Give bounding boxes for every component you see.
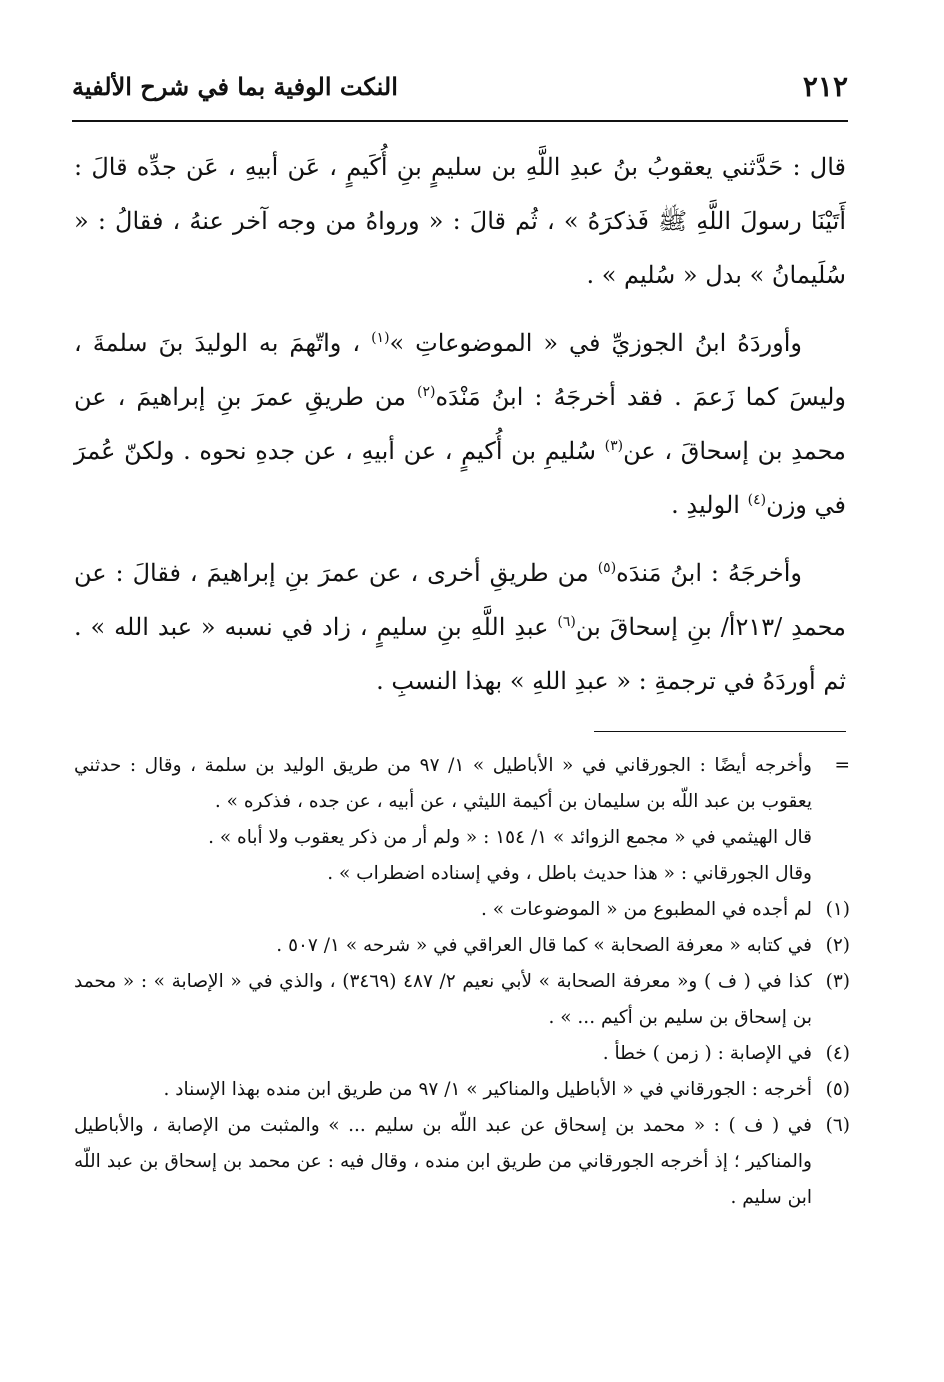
- footnote-marker: (١): [825, 899, 850, 920]
- footnote-1: [74, 892, 850, 928]
- footnote-marker: (٥): [825, 1079, 850, 1100]
- footnote-text: كذا في ( ف ) و« معرفة الصحابة » لأبي نعيم ٢/ ٤٨٧ (٣٤٦٩) ، والذي في « الإصابة » : « محمد بن إسحاق بن سليم بن أكيم ... » .: [74, 971, 812, 1028]
- page-header: [72, 66, 848, 112]
- footnote-ref-5: (٥): [597, 560, 617, 576]
- footnote-continued-line-3: وقال الجورقاني : « هذا حديث باطل ، وفي إسناده اضطراب » .: [327, 863, 812, 884]
- paragraph-2-part-c: من طريقِ عمرَ بنِ إبراهيمَ ، عن محمدِ بن إسحاقَ ، عن: [74, 383, 846, 465]
- paragraph-3-part-c: عبدِ اللَّهِ بنِ سليمٍ ، زاد في نسبه « عبد الله » . ثم أوردَهُ في ترجمةِ : « عبدِ اللهِ » بهذا النسبِ .: [74, 613, 846, 695]
- footnote-text: في الإصابة : ( زمن ) خطأ .: [602, 1043, 812, 1064]
- footnote-marker: (٢): [825, 935, 850, 956]
- footnote-2: [74, 928, 850, 964]
- footnote-text: لم أجده في المطبوع من « الموضوعات » .: [481, 899, 812, 920]
- footnote-marker: (٣): [825, 971, 850, 992]
- footnote-4: [74, 1036, 850, 1072]
- paragraph-2-part-a: وأوردَهُ ابنُ الجوزيِّ في « الموضوعاتِ »: [389, 329, 802, 357]
- footnote-ref-2: (٢): [417, 384, 436, 400]
- footnote-text: في كتابه « معرفة الصحابة » كما قال العراقي في « شرحه » ١/ ٥٠٧ .: [276, 935, 812, 956]
- header-rule: [72, 120, 848, 122]
- footnote-continued: [74, 748, 850, 820]
- paragraph-2-part-e: الوليدِ .: [671, 491, 740, 519]
- paragraph-3-part-a: وأخرجَهُ : ابنُ مَندَه: [616, 559, 803, 587]
- footnote-3: [74, 964, 850, 1036]
- running-title: النكت الوفية بما في شرح الألفية: [72, 72, 398, 101]
- footnote-ref-3: (٣): [604, 438, 624, 454]
- main-text: [74, 140, 846, 722]
- paragraph-2-part-d: سُليمِ بن أُكيمٍ ، عن أبيهِ ، عن جدهِ نحوه . ولكنّ عُمرَ في وزن: [74, 437, 846, 519]
- paragraph-3-part-b: من طريقِ أخرى ، عن عمرَ بنِ إبراهيمَ ، فقالَ : عن محمدِ /٢١٣أ/ بنِ إسحاقَ بن: [74, 559, 846, 641]
- paragraph-3: [74, 546, 846, 708]
- footnote-marker: (٤): [825, 1043, 850, 1064]
- footnote-continued-text: وأخرجه أيضًا : الجورقاني في « الأباطيل » ١/ ٩٧ من طريق الوليد بن سلمة ، وقال : حدثني يعقوب بن عبد اللّه بن سليمان بن أكيمة الليثي ، عن أبيه ، عن جده ، فذكره » .: [74, 755, 812, 812]
- footnote-5: [74, 1072, 850, 1108]
- footnote-continued-marker: =: [834, 755, 850, 776]
- footnote-ref-6: (٦): [557, 614, 576, 630]
- footnote-6: [74, 1108, 850, 1216]
- footnote-marker: (٦): [825, 1115, 850, 1136]
- footnote-text: في ( ف ) : « محمد بن إسحاق عن عبد اللّه بن سليم ... » والمثبت من الإصابة ، والأباطيل والمناكير ؛ إذ أخرجه الجورقاني من طريق ابن منده ، وقال فيه : عن محمد بن إسحاق بن عبد اللّه ابن سليم .: [74, 1115, 812, 1208]
- paragraph-2: [74, 316, 846, 532]
- footnote-continued-line-2: قال الهيثمي في « مجمع الزوائد » ١/ ١٥٤ : « ولم أر من ذكر يعقوب ولا أباه » .: [208, 827, 812, 848]
- page-number: ٢١٢: [802, 70, 848, 103]
- paragraph-2-part-b: ، واتّهمَ به الوليدَ بنَ سلمةَ ، وليسَ كما زَعمَ . فقد أخرجَهُ : ابنُ مَنْدَه: [74, 329, 846, 411]
- footnotes: [74, 748, 850, 1216]
- footnote-text: أخرجه : الجورقاني في « الأباطيل والمناكير » ١/ ٩٧ من طريق ابن منده بهذا الإسناد .: [163, 1079, 812, 1100]
- footnote-rule: [594, 731, 846, 732]
- footnote-ref-4: (٤): [747, 492, 767, 508]
- paragraph-1: قال : حَدَّثني يعقوبُ بنُ عبدِ اللَّهِ بن سليمٍ بنِ أُكَيمٍ ، عَن أبيهِ ، عَن جدِّه قالَ : أَتَيْنَا رسولَ اللَّهِ ﷺ فَذكرَهُ » ، ثُم قالَ : « ورواهُ من وجه آخر عنهُ ، فقالُ : « سُلَيمانُ » بدل « سُليم » .: [74, 153, 847, 289]
- footnote-ref-1: (١): [371, 330, 390, 346]
